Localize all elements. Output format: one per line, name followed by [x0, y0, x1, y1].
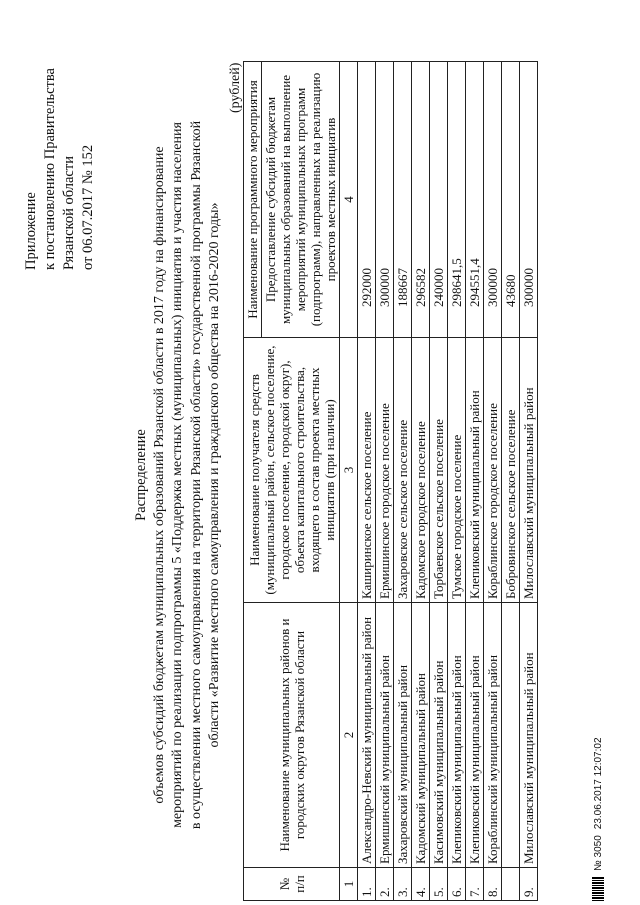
- appendix-line-3: Рязанской области: [61, 156, 77, 270]
- table-row: [466, 62, 484, 901]
- row-number: 5.: [430, 868, 448, 901]
- table-row: [520, 62, 538, 901]
- row-recipient: Бобровинское сельское поселение: [502, 338, 520, 603]
- table-row: [484, 62, 502, 901]
- column-numbers-row: [340, 62, 358, 901]
- row-district: Кораблинский муниципальный район: [484, 603, 502, 868]
- row-recipient: Ермишинское городское поселение: [376, 338, 394, 603]
- appendix-line-4: от 06.07.2017 № 152: [80, 144, 96, 270]
- units-label: (рублей): [228, 62, 243, 113]
- stamp-datetime: 23.06.2017 12:07:02: [592, 737, 604, 830]
- barcode-icon: [592, 877, 604, 901]
- col-number-1: 1: [340, 868, 358, 901]
- header-num: № п/п: [244, 868, 340, 901]
- table-row: [448, 62, 466, 901]
- row-number: 3.: [394, 868, 412, 901]
- col-number-4: 4: [340, 62, 358, 338]
- row-district: Кадомский муниципальный район: [412, 603, 430, 868]
- table-body: [358, 62, 538, 901]
- row-amount: 188667: [394, 62, 412, 338]
- stamp-number: № 3050: [592, 835, 604, 871]
- row-amount: 296582: [412, 62, 430, 338]
- row-recipient: Торбаевское сельское поселение: [430, 338, 448, 603]
- distribution-table: [243, 61, 538, 901]
- row-recipient: Тумское городское поселение: [448, 338, 466, 603]
- table-row: [394, 62, 412, 901]
- table-row: [358, 62, 376, 901]
- appendix-line-1: Приложение: [23, 192, 39, 270]
- table-row: [502, 62, 520, 901]
- row-number: 2.: [376, 868, 394, 901]
- row-recipient: Каширинское сельское поселение: [358, 338, 376, 603]
- row-amount: 298641,5: [448, 62, 466, 338]
- table-row: [412, 62, 430, 901]
- row-number: 9.: [520, 868, 538, 901]
- row-amount: 292000: [358, 62, 376, 338]
- row-district: Захаровский муниципальный район: [394, 603, 412, 868]
- document-title: [132, 85, 225, 865]
- row-amount: 43680: [502, 62, 520, 338]
- row-number: 1.: [358, 868, 376, 901]
- row-recipient: Клепиковский муниципальный район: [466, 338, 484, 603]
- registration-stamp: [592, 737, 604, 901]
- row-district: [502, 603, 520, 868]
- row-amount: 240000: [430, 62, 448, 338]
- row-recipient: Милославский муниципальный район: [520, 338, 538, 603]
- header-recipient: Наименование получателя средств (муниципальный район, сельское поселение, городское поселение, городской округ), объекта капитального строительства, входящего в состав проекта местных инициатив (при наличии): [244, 338, 340, 603]
- table-header-row: [244, 62, 262, 901]
- row-district: Клепиковский муниципальный район: [466, 603, 484, 868]
- row-district: Клепиковский муниципальный район: [448, 603, 466, 868]
- title-line-1: объемов субсидий бюджетам муниципальных образований Рязанской области в 2017 году на финансирование: [151, 146, 167, 804]
- row-recipient: Кадомское городское поселение: [412, 338, 430, 603]
- table-row: [376, 62, 394, 901]
- row-amount: 300000: [484, 62, 502, 338]
- title-heading: Распределение: [133, 429, 149, 521]
- header-district: Наименование муниципальных районов и городских округов Рязанской области: [244, 603, 340, 868]
- row-recipient: Кораблинское городское поселение: [484, 338, 502, 603]
- appendix-block: [22, 50, 98, 270]
- row-district: Милославский муниципальный район: [520, 603, 538, 868]
- row-amount: 300000: [376, 62, 394, 338]
- row-number: 4.: [412, 868, 430, 901]
- row-amount: 294551,4: [466, 62, 484, 338]
- header-program: Наименование программного мероприятия: [244, 62, 262, 338]
- row-number: 8.: [484, 868, 502, 901]
- title-line-4: области «Развитие местного самоуправления и гражданского общества на 2016-2020 годы»: [207, 202, 222, 748]
- col-number-3: 3: [340, 338, 358, 603]
- row-recipient: Захаровское сельское поселение: [394, 338, 412, 603]
- row-number: 6.: [448, 868, 466, 901]
- row-number: 7.: [466, 868, 484, 901]
- table-row: [430, 62, 448, 901]
- row-district: Касимовский муниципальный район: [430, 603, 448, 868]
- title-line-2: мероприятий по реализации подпрограммы 5 «Поддержка местных (муниципальных) инициатив и участия населения: [170, 122, 185, 828]
- row-number: [502, 868, 520, 901]
- header-program-sub: Предоставление субсидий бюджетам муниципальных образований на выполнение мероприятий муниципальных программ (подпрограмм), направленных на реализацию проектов местных инициатив: [262, 62, 340, 338]
- row-district: Ермишинский муниципальный район: [376, 603, 394, 868]
- col-number-2: 2: [340, 603, 358, 868]
- row-district: Александро-Невский муниципальный район: [358, 603, 376, 868]
- appendix-line-2: к постановлению Правительства: [42, 68, 58, 270]
- title-line-3: в осуществлении местного самоуправления на территории Рязанской области» государственной программы Рязанской: [188, 120, 204, 830]
- row-amount: 300000: [520, 62, 538, 338]
